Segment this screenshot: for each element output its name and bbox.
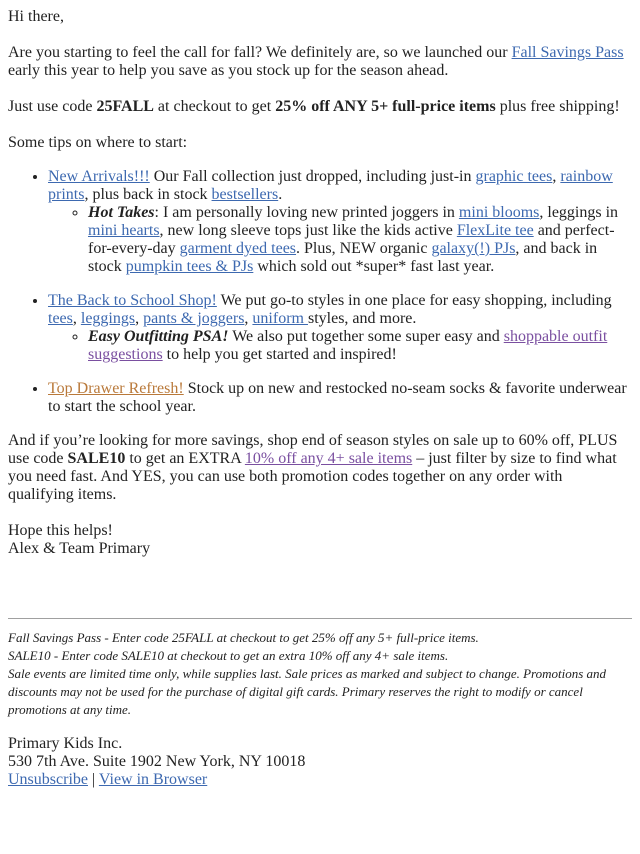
signoff-line-1: Hope this helps! (8, 522, 113, 539)
code-paragraph (8, 98, 632, 116)
hot-takes-text-2: , leggings in (539, 204, 619, 221)
promo-code-sale10: SALE10 (67, 450, 126, 467)
tip2-sep-1: , (72, 310, 81, 327)
hot-takes-text-7: which sold out *super* fast last year. (253, 258, 495, 275)
spacer (8, 576, 632, 618)
savings-text: And if you’re looking for more savings, shop end of season styles on sale up to 60% off, PLUS use code (8, 432, 618, 467)
outfitting-label: Easy Outfitting PSA! (88, 328, 229, 345)
view-in-browser-link[interactable]: View in Browser (98, 771, 208, 788)
savings-text-2: to get an EXTRA (125, 450, 245, 467)
tees-link[interactable]: tees (48, 310, 73, 327)
savings-text-3: – just filter by size to find what you need fast. And YES, you can use both promotion codes together on any order with qualifying items. (8, 450, 617, 503)
fine-print-line-2: SALE10 - Enter code SALE10 at checkout to get an extra 10% off any 4+ sale items. (8, 648, 449, 663)
tip1-text: Our Fall collection just dropped, including just-in (149, 168, 476, 185)
footer (8, 735, 632, 789)
back-to-school-link[interactable]: The Back to School Shop! (48, 292, 217, 309)
fine-print (8, 629, 632, 719)
offer-text: 25% off ANY 5+ full-price items (275, 98, 496, 115)
mini-hearts-link[interactable]: mini hearts (88, 222, 160, 239)
new-arrivals-link[interactable]: New Arrivals!!! (48, 168, 150, 185)
hot-takes-text-4: and perfect-for-every-day (88, 222, 615, 257)
divider (8, 618, 632, 619)
tips-heading: Some tips on where to start: (8, 134, 188, 151)
uniform-link[interactable]: uniform (252, 310, 308, 327)
hot-takes-label: Hot Takes (88, 204, 155, 221)
outfit-suggestions-link[interactable]: shoppable outfit suggestions (88, 328, 608, 363)
unsubscribe-link[interactable]: Unsubscribe (8, 771, 88, 788)
signoff (8, 522, 632, 558)
garment-dyed-tees-link[interactable]: garment dyed tees (179, 240, 297, 257)
footer-divider: | (87, 771, 99, 788)
company-address: 530 7th Ave. Suite 1902 New York, NY 10018 (8, 753, 306, 770)
tip1-text-c: . (278, 186, 283, 203)
intro-paragraph (8, 44, 632, 80)
sale-items-link[interactable]: 10% off any 4+ sale items (244, 450, 413, 467)
hot-takes-item (88, 204, 632, 276)
company-name: Primary Kids Inc. (8, 735, 123, 752)
savings-paragraph (8, 432, 632, 504)
tip-top-drawer (48, 380, 632, 416)
intro-text: Are you starting to feel the call for fall? We definitely are, so we launched our (8, 44, 512, 61)
fine-print-line-1: Fall Savings Pass - Enter code 25FALL at checkout to get 25% off any 5+ full-price items. (8, 630, 479, 645)
fall-savings-pass-link[interactable]: Fall Savings Pass (511, 44, 624, 61)
tip2-sep-3: , (244, 310, 253, 327)
pants-joggers-link[interactable]: pants & joggers (143, 310, 245, 327)
outfitting-item (88, 328, 632, 364)
tip-back-to-school (48, 292, 632, 364)
code-text-end: plus free shipping! (495, 98, 620, 115)
leggings-link[interactable]: leggings (80, 310, 136, 327)
outfitting-list (48, 328, 632, 364)
code-text: Just use code (8, 98, 97, 115)
greeting: Hi there, (8, 8, 64, 25)
hot-takes-text-3: , new long sleeve tops just like the kids active (159, 222, 457, 239)
flexlite-tee-link[interactable]: FlexLite tee (456, 222, 534, 239)
hot-takes-text-6: , and back in stock (88, 240, 598, 275)
outfitting-text-2: to help you get started and inspired! (162, 346, 397, 363)
hot-takes-text-5: . Plus, NEW organic (296, 240, 432, 257)
tip3-text: Stock up on new and restocked no-seam socks & favorite underwear to start the school year. (48, 380, 627, 415)
tip1-sep: , (552, 168, 561, 185)
hot-takes-text: : I am personally loving new printed joggers in (154, 204, 459, 221)
intro-text-end: early this year to help you save as you stock up for the season ahead. (8, 62, 449, 79)
signoff-line-2: Alex & Team Primary (8, 540, 151, 557)
hot-takes-list (48, 204, 632, 276)
rainbow-prints-link[interactable]: rainbow prints (48, 168, 613, 203)
galaxy-pjs-link[interactable]: galaxy(!) PJs (431, 240, 516, 257)
top-drawer-link[interactable]: Top Drawer Refresh! (48, 380, 184, 397)
tip1-text-b: , plus back in stock (84, 186, 212, 203)
tip2-text-b: styles, and more. (307, 310, 417, 327)
tips-list (8, 168, 632, 416)
code-text-mid: at checkout to get (153, 98, 276, 115)
pumpkin-tees-pjs-link[interactable]: pumpkin tees & PJs (125, 258, 254, 275)
graphic-tees-link[interactable]: graphic tees (475, 168, 553, 185)
tip2-sep-2: , (135, 310, 144, 327)
tip2-text: We put go-to styles in one place for easy shopping, including (216, 292, 612, 309)
footer-links (8, 771, 632, 789)
tip-new-arrivals (48, 168, 632, 276)
outfitting-text: We also put together some super easy and (228, 328, 504, 345)
fine-print-line-3: Sale events are limited time only, while supplies last. Sale prices as marked and subject to change. Promotions and discounts may not be used for the purchase of digital gift cards. Primary reserves the right to modify or cancel promotions at any time. (8, 666, 607, 717)
bestsellers-link[interactable]: bestsellers (211, 186, 279, 203)
mini-blooms-link[interactable]: mini blooms (458, 204, 540, 221)
promo-code-25fall: 25FALL (96, 98, 154, 115)
